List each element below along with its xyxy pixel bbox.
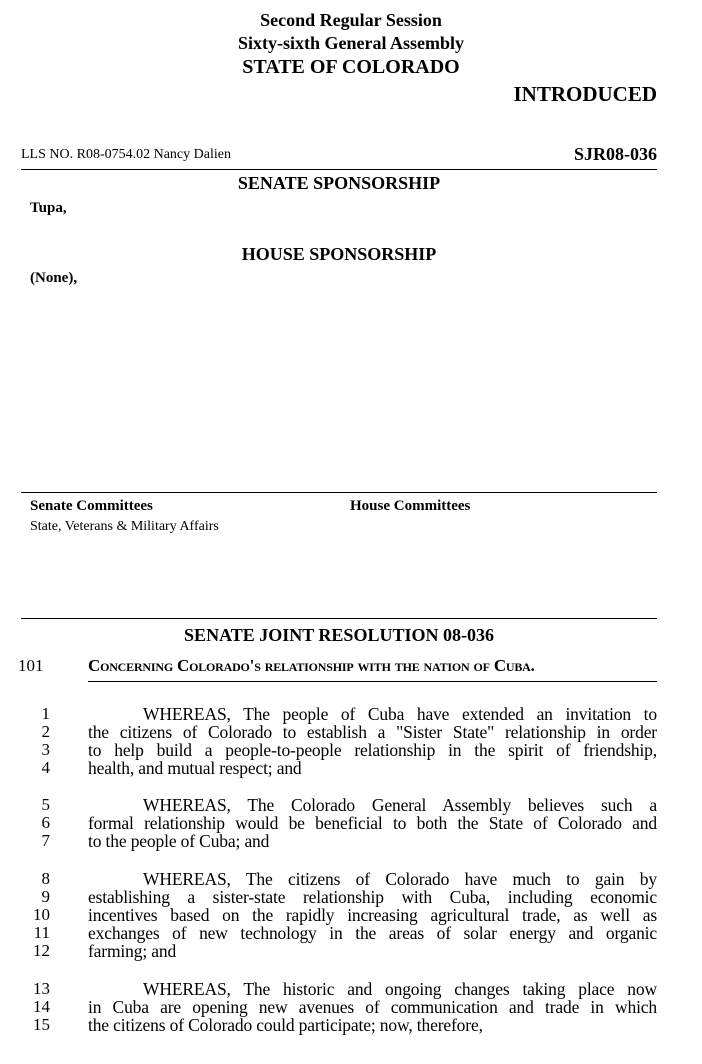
resolution-line: WHEREAS, The historic and ongoing changes taking place now: [143, 979, 657, 999]
resolution-line: farming; and: [88, 941, 177, 961]
resolution-line: WHEREAS, The Colorado General Assembly believes such a: [143, 795, 657, 815]
line-number: 1: [41, 704, 50, 723]
resolution-line: health, and mutual respect; and: [88, 758, 302, 778]
resolution-line: WHEREAS, The citizens of Colorado have much to gain by: [143, 869, 657, 889]
line-number: 14: [33, 997, 50, 1016]
house-sponsor: (None),: [30, 270, 78, 286]
assembly-heading: Sixty-sixth General Assembly: [237, 33, 464, 53]
house-committees-heading: House Committees: [350, 498, 471, 514]
resolution-title: SENATE JOINT RESOLUTION 08-036: [184, 625, 494, 645]
senate-committees-heading: Senate Committees: [30, 498, 153, 514]
bill-number: SJR08-036: [573, 144, 657, 164]
resolution-line: formal relationship would be beneficial to both the State of Colorado and: [88, 813, 657, 833]
divider: [88, 681, 657, 682]
resolution-line: to help build a people-to-people relationship in the spirit of friendship,: [88, 740, 657, 760]
divider: [21, 618, 657, 619]
house-sponsorship-heading: HOUSE SPONSORSHIP: [241, 244, 437, 264]
session-heading: Second Regular Session: [260, 10, 442, 30]
line-number: 13: [33, 979, 50, 998]
line-number: 15: [33, 1015, 50, 1034]
line-number: 2: [41, 722, 50, 741]
line-number: 11: [33, 923, 50, 942]
line-number: 5: [41, 795, 50, 814]
senate-committee-item: State, Veterans & Military Affairs: [30, 519, 219, 534]
line-number: 9: [41, 887, 50, 906]
resolution-line: to the people of Cuba; and: [88, 831, 270, 851]
line-number: 8: [41, 869, 50, 888]
line-number: 101: [18, 656, 44, 675]
status-label: INTRODUCED: [513, 82, 657, 106]
resolution-line: incentives based on the rapidly increasing agricultural trade, as well as: [88, 905, 657, 925]
resolution-line: in Cuba are opening new avenues of communication and trade in which: [88, 997, 657, 1017]
senate-sponsorship-heading: SENATE SPONSORSHIP: [237, 173, 441, 193]
resolution-line: WHEREAS, The people of Cuba have extended an invitation to: [143, 704, 657, 724]
state-heading: STATE OF COLORADO: [242, 56, 460, 78]
line-number: 12: [33, 941, 50, 960]
lls-number: LLS NO. R08-0754.02 Nancy Dalien: [21, 147, 231, 162]
line-number: 6: [41, 813, 50, 832]
line-number: 3: [41, 740, 50, 759]
resolution-line: the citizens of Colorado could participate; now, therefore,: [88, 1015, 483, 1035]
line-number: 10: [33, 905, 50, 924]
concerning-clause: Concerning Colorado's relationship with the nation of Cuba.: [88, 656, 535, 675]
line-number: 7: [41, 831, 50, 850]
resolution-line: establishing a sister-state relationship with Cuba, including economic: [88, 887, 657, 907]
divider: [21, 169, 657, 170]
senate-sponsor: Tupa,: [30, 200, 67, 216]
divider: [21, 492, 657, 493]
resolution-line: exchanges of new technology in the areas of solar energy and organic: [88, 923, 657, 943]
line-number: 4: [41, 758, 50, 777]
resolution-line: the citizens of Colorado to establish a "Sister State" relationship in order: [88, 722, 657, 742]
